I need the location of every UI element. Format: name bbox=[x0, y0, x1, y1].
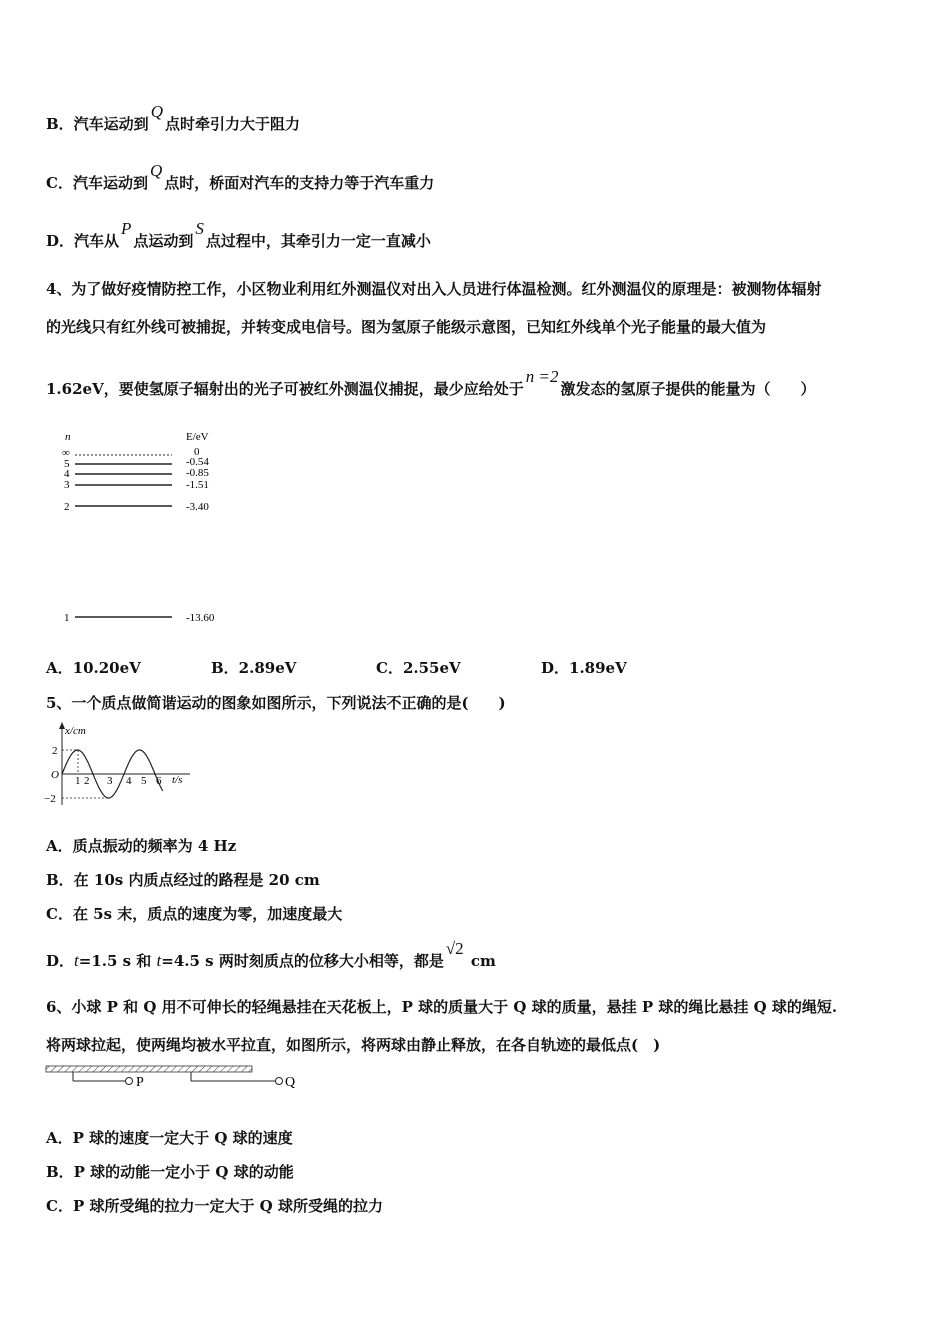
q4-option-c: C．2.55eV bbox=[376, 659, 461, 677]
p-label: P bbox=[136, 1075, 144, 1090]
y-tick-label: −2 bbox=[44, 793, 56, 805]
level-energy-label: -3.40 bbox=[186, 501, 209, 513]
level-energy-label: -1.51 bbox=[186, 479, 209, 491]
n-axis-label: n bbox=[65, 431, 71, 443]
q4-stem-line3: 1.62eV，要使氢原子辐射出的光子可被红外测温仪捕捉，最少应给处于n =2激发态的氢原子提供的能量为（ ） bbox=[46, 367, 816, 398]
p-ball bbox=[126, 1078, 133, 1085]
q5-option-d: D．t=1.5 s 和 t=4.5 s 两时刻质点的位移大小相等，都是√2 cm bbox=[46, 939, 496, 970]
q-ball bbox=[276, 1078, 283, 1085]
ceiling bbox=[46, 1066, 252, 1072]
math-n-equals-2: n =2 bbox=[525, 367, 559, 386]
x-tick-label: 3 bbox=[107, 775, 113, 787]
q-label: Q bbox=[285, 1075, 296, 1090]
math-q: Q bbox=[150, 102, 163, 121]
level-n-label: 3 bbox=[64, 479, 70, 491]
math-p: P bbox=[121, 219, 132, 238]
x-tick-label: 4 bbox=[126, 775, 132, 787]
x-tick-label: 2 bbox=[84, 775, 90, 787]
math-s: S bbox=[195, 219, 204, 238]
energy-level-diagram bbox=[55, 425, 235, 630]
q4-option-d: D．1.89eV bbox=[541, 659, 627, 677]
level-energy-label: -13.60 bbox=[186, 612, 215, 624]
oscillation-graph bbox=[40, 720, 200, 810]
level-n-label: 4 bbox=[64, 468, 70, 480]
q6-stem-line1: 6、小球 P 和 Q 用不可伸长的轻绳悬挂在天花板上，P 球的质量大于 Q 球的质量，悬挂 P 球的绳比悬挂 Q 球的绳短. bbox=[46, 998, 838, 1016]
q6-stem-line2: 将两球拉起，使两绳均被水平拉直，如图所示，将两球由静止释放，在各自轨迹的最低点( ) bbox=[46, 1036, 661, 1054]
level-n-label: 1 bbox=[64, 612, 70, 624]
y-tick-label: 2 bbox=[52, 745, 58, 757]
q3-option-c: C．汽车运动到Q点时，桥面对汽车的支持力等于汽车重力 bbox=[46, 161, 435, 192]
q6-option-a: A．P 球的速度一定大于 Q 球的速度 bbox=[46, 1129, 293, 1147]
q6-option-c: C．P 球所受绳的拉力一定大于 Q 球所受绳的拉力 bbox=[46, 1197, 383, 1215]
math-sqrt2: √2 bbox=[445, 939, 464, 958]
q5-stem: 5、一个质点做简谐运动的图象如图所示，下列说法不正确的是( ) bbox=[46, 694, 506, 712]
y-axis-label: x/cm bbox=[65, 725, 86, 737]
q4-option-b: B．2.89eV bbox=[211, 659, 297, 677]
math-q: Q bbox=[149, 161, 163, 180]
level-n-label: 2 bbox=[64, 501, 70, 513]
q5-option-c: C．在 5s 末，质点的速度为零，加速度最大 bbox=[46, 905, 343, 923]
level-energy-label: 0 bbox=[194, 446, 200, 458]
energy-axis-label: E/eV bbox=[186, 431, 209, 443]
pendulum-figure bbox=[45, 1063, 315, 1095]
q4-stem-line1: 4、为了做好疫情防控工作，小区物业利用红外测温仪对出入人员进行体温检测。红外测温仪的原理是：被测物体辐射 bbox=[46, 280, 822, 298]
level-energy-label: -0.54 bbox=[186, 456, 209, 468]
q4-option-a: A．10.20eV bbox=[46, 659, 141, 677]
x-tick-label: 1 bbox=[75, 775, 81, 787]
q5-option-b: B．在 10s 内质点经过的路程是 20 cm bbox=[46, 871, 320, 889]
x-tick-label: 6 bbox=[156, 775, 162, 787]
level-energy-label: -0.85 bbox=[186, 467, 209, 479]
level-n-label: 5 bbox=[64, 458, 70, 470]
q3-option-b: B．汽车运动到Q点时牵引力大于阻力 bbox=[46, 102, 300, 133]
x-axis-label: t/s bbox=[172, 774, 183, 786]
q4-stem-line2: 的光线只有红外线可被捕捉，并转变成电信号。图为氢原子能级示意图，已知红外线单个光子能量的最大值为 bbox=[46, 318, 767, 336]
origin-label: O bbox=[51, 769, 59, 781]
level-n-label: ∞ bbox=[62, 447, 70, 459]
q3-option-d: D．汽车从P点运动到S点过程中，其牵引力一定一直减小 bbox=[46, 219, 431, 250]
q5-option-a: A．质点振动的频率为 4 Hz bbox=[46, 837, 237, 855]
x-tick-label: 5 bbox=[141, 775, 147, 787]
q6-option-b: B．P 球的动能一定小于 Q 球的动能 bbox=[46, 1163, 294, 1181]
